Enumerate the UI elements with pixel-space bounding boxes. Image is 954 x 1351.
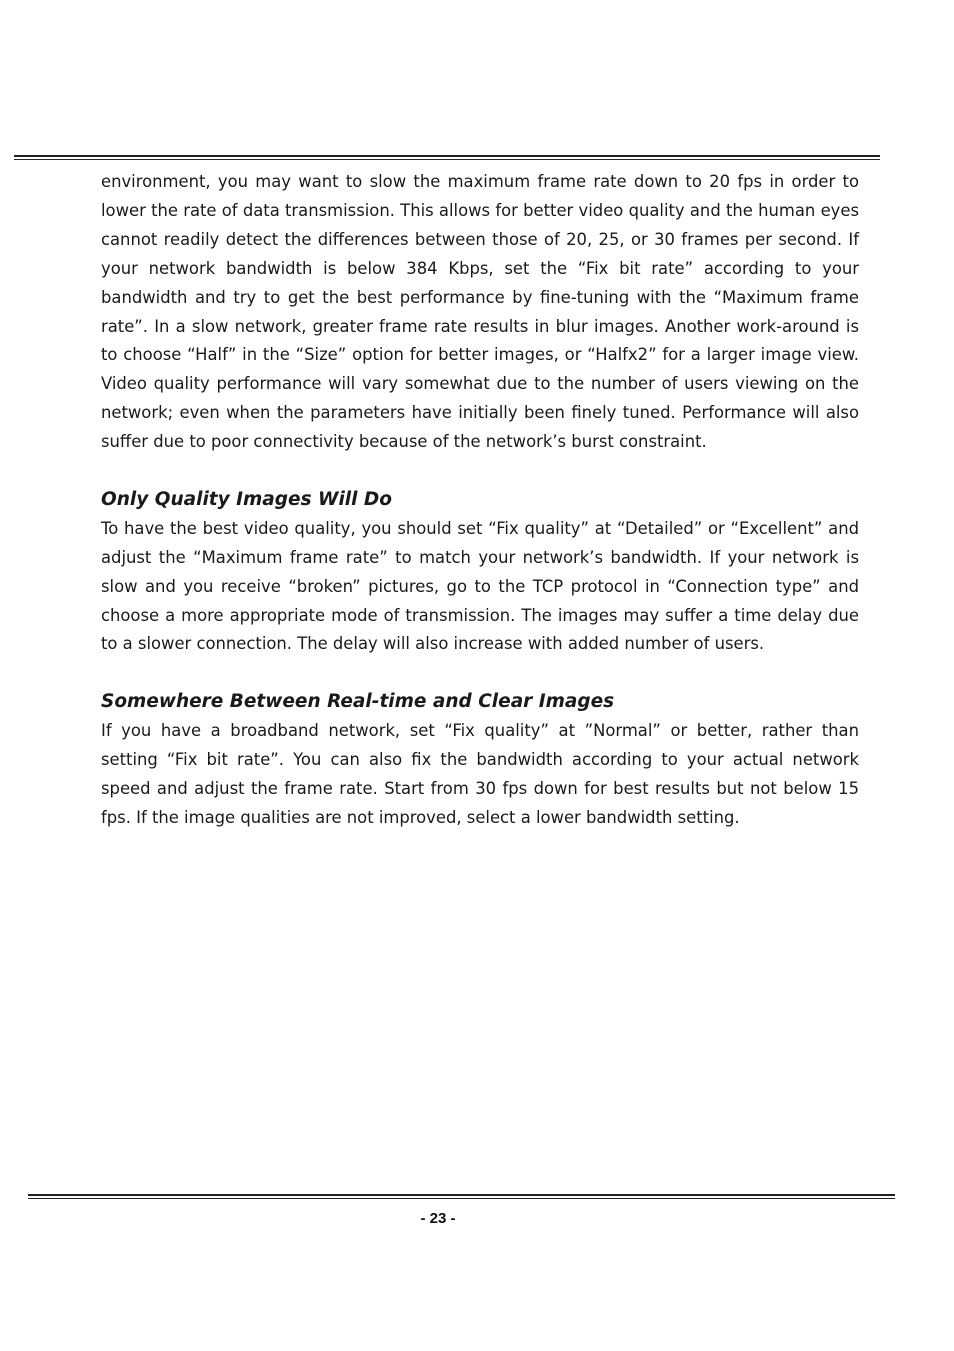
section-heading-quality: Only Quality Images Will Do [101, 488, 392, 510]
section-body-quality: To have the best video quality, you should set “Fix quality” at “Detailed” or “Excellent” and adjust the “Maximum frame rate” to match your network’s bandwidth. If your network is slow and you receive “broken” pictures, go to the TCP protocol in “Connection type” and choose a more appropriate mode of transmission. The images may suffer a time delay due to a slower connection. The delay will also increase with added number of users. [101, 518, 859, 654]
intro-paragraph: environment, you may want to slow the maximum frame rate down to 20 fps in order to lower the rate of data transmission. This allows for better video quality and the human eyes cannot readily detect the differences between those of 20, 25, or 30 frames per second. If your network bandwidth is below 384 Kbps, set the “Fix bit rate” according to your bandwidth and try to get the best performance by fine-tuning with the “Maximum frame rate”. In a slow network, greater frame rate results in blur images. Another work-around is to choose “Half” in the “Size” option for better images, or “Halfx2” for a larger image view. Video quality performance will vary somewhat due to the number of users viewing on the network; even when the parameters have initially been finely tuned. Performance will also suffer due to poor connectivity because of the network’s burst constraint. [101, 172, 859, 452]
page-content [101, 168, 859, 833]
section-heading-realtime: Somewhere Between Real-time and Clear Images [101, 691, 615, 713]
section-spacer [101, 457, 859, 486]
section-body-realtime: If you have a broadband network, set “Fix quality” at ”Normal” or better, rather than setting “Fix bit rate”. You can also fix the bandwidth according to your actual network speed and adjust the frame rate. Start from 30 fps down for best results but not below 15 fps. If the image qualities are not improved, select a lower bandwidth setting. [101, 721, 859, 827]
footer-rule [28, 1194, 895, 1199]
page-number: - 23 - [420, 1210, 456, 1227]
section-spacer [101, 659, 859, 688]
header-rule [14, 155, 880, 160]
